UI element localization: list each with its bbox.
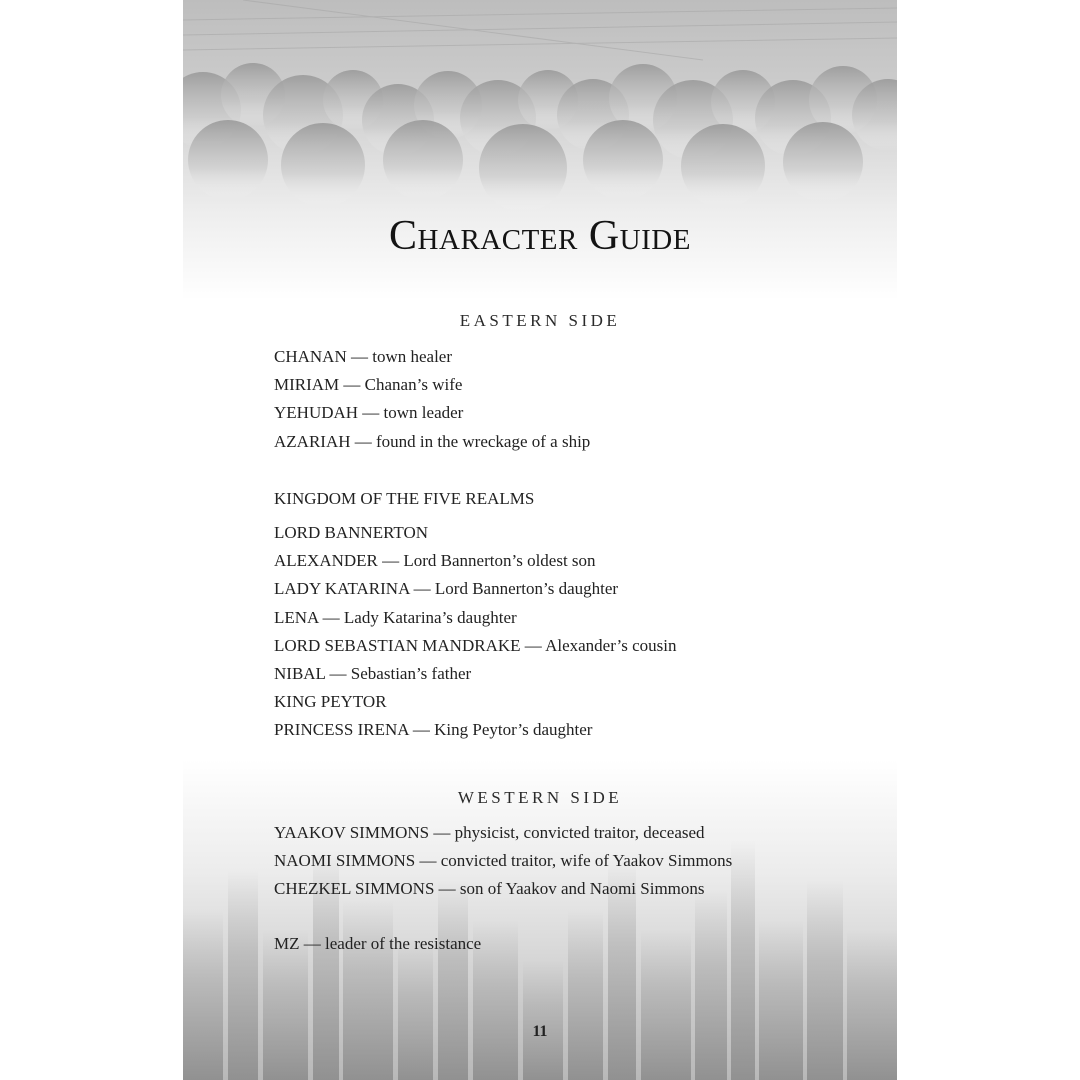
list-item: NIBAL — Sebastian’s father — [274, 664, 472, 684]
list-item: CHEZKEL SIMMONS — son of Yaakov and Naomi Simmons — [274, 879, 705, 899]
list-item: YEHUDAH — town leader — [274, 403, 464, 423]
eastern-character-list — [274, 343, 590, 456]
resistance-leader-entry: MZ — leader of the resistance — [274, 934, 482, 953]
list-item: AZARIAH — found in the wreckage of a ship — [274, 431, 591, 451]
section-heading-eastern: EASTERN SIDE — [459, 311, 621, 330]
list-item: LORD SEBASTIAN MANDRAKE — Alexander’s cousin — [274, 635, 677, 655]
list-item: CHANAN — town healer — [274, 347, 452, 366]
section-heading-kingdom: KINGDOM OF THE FIVE REALMS — [274, 489, 535, 508]
page-number: 11 — [532, 1023, 548, 1040]
list-item: NAOMI SIMMONS — convicted traitor, wife of Yaakov Simmons — [274, 851, 733, 871]
section-heading-western: WESTERN SIDE — [457, 788, 623, 807]
list-item: LORD BANNERTON — [274, 523, 429, 542]
page-title: Character Guide — [389, 213, 691, 259]
list-item: ALEXANDER — Lord Bannerton’s oldest son — [274, 551, 596, 571]
list-item: PRINCESS IRENA — King Peytor’s daughter — [274, 720, 593, 740]
list-item: YAAKOV SIMMONS — physicist, convicted traitor, deceased — [274, 823, 705, 842]
western-character-list — [274, 819, 732, 904]
kingdom-character-list — [274, 519, 676, 745]
list-item: LADY KATARINA — Lord Bannerton’s daughter — [274, 579, 619, 599]
list-item: MIRIAM — Chanan’s wife — [274, 375, 463, 395]
list-item: KING PEYTOR — [274, 692, 387, 712]
book-page — [183, 0, 897, 1080]
list-item: LENA — Lady Katarina’s daughter — [274, 607, 517, 627]
